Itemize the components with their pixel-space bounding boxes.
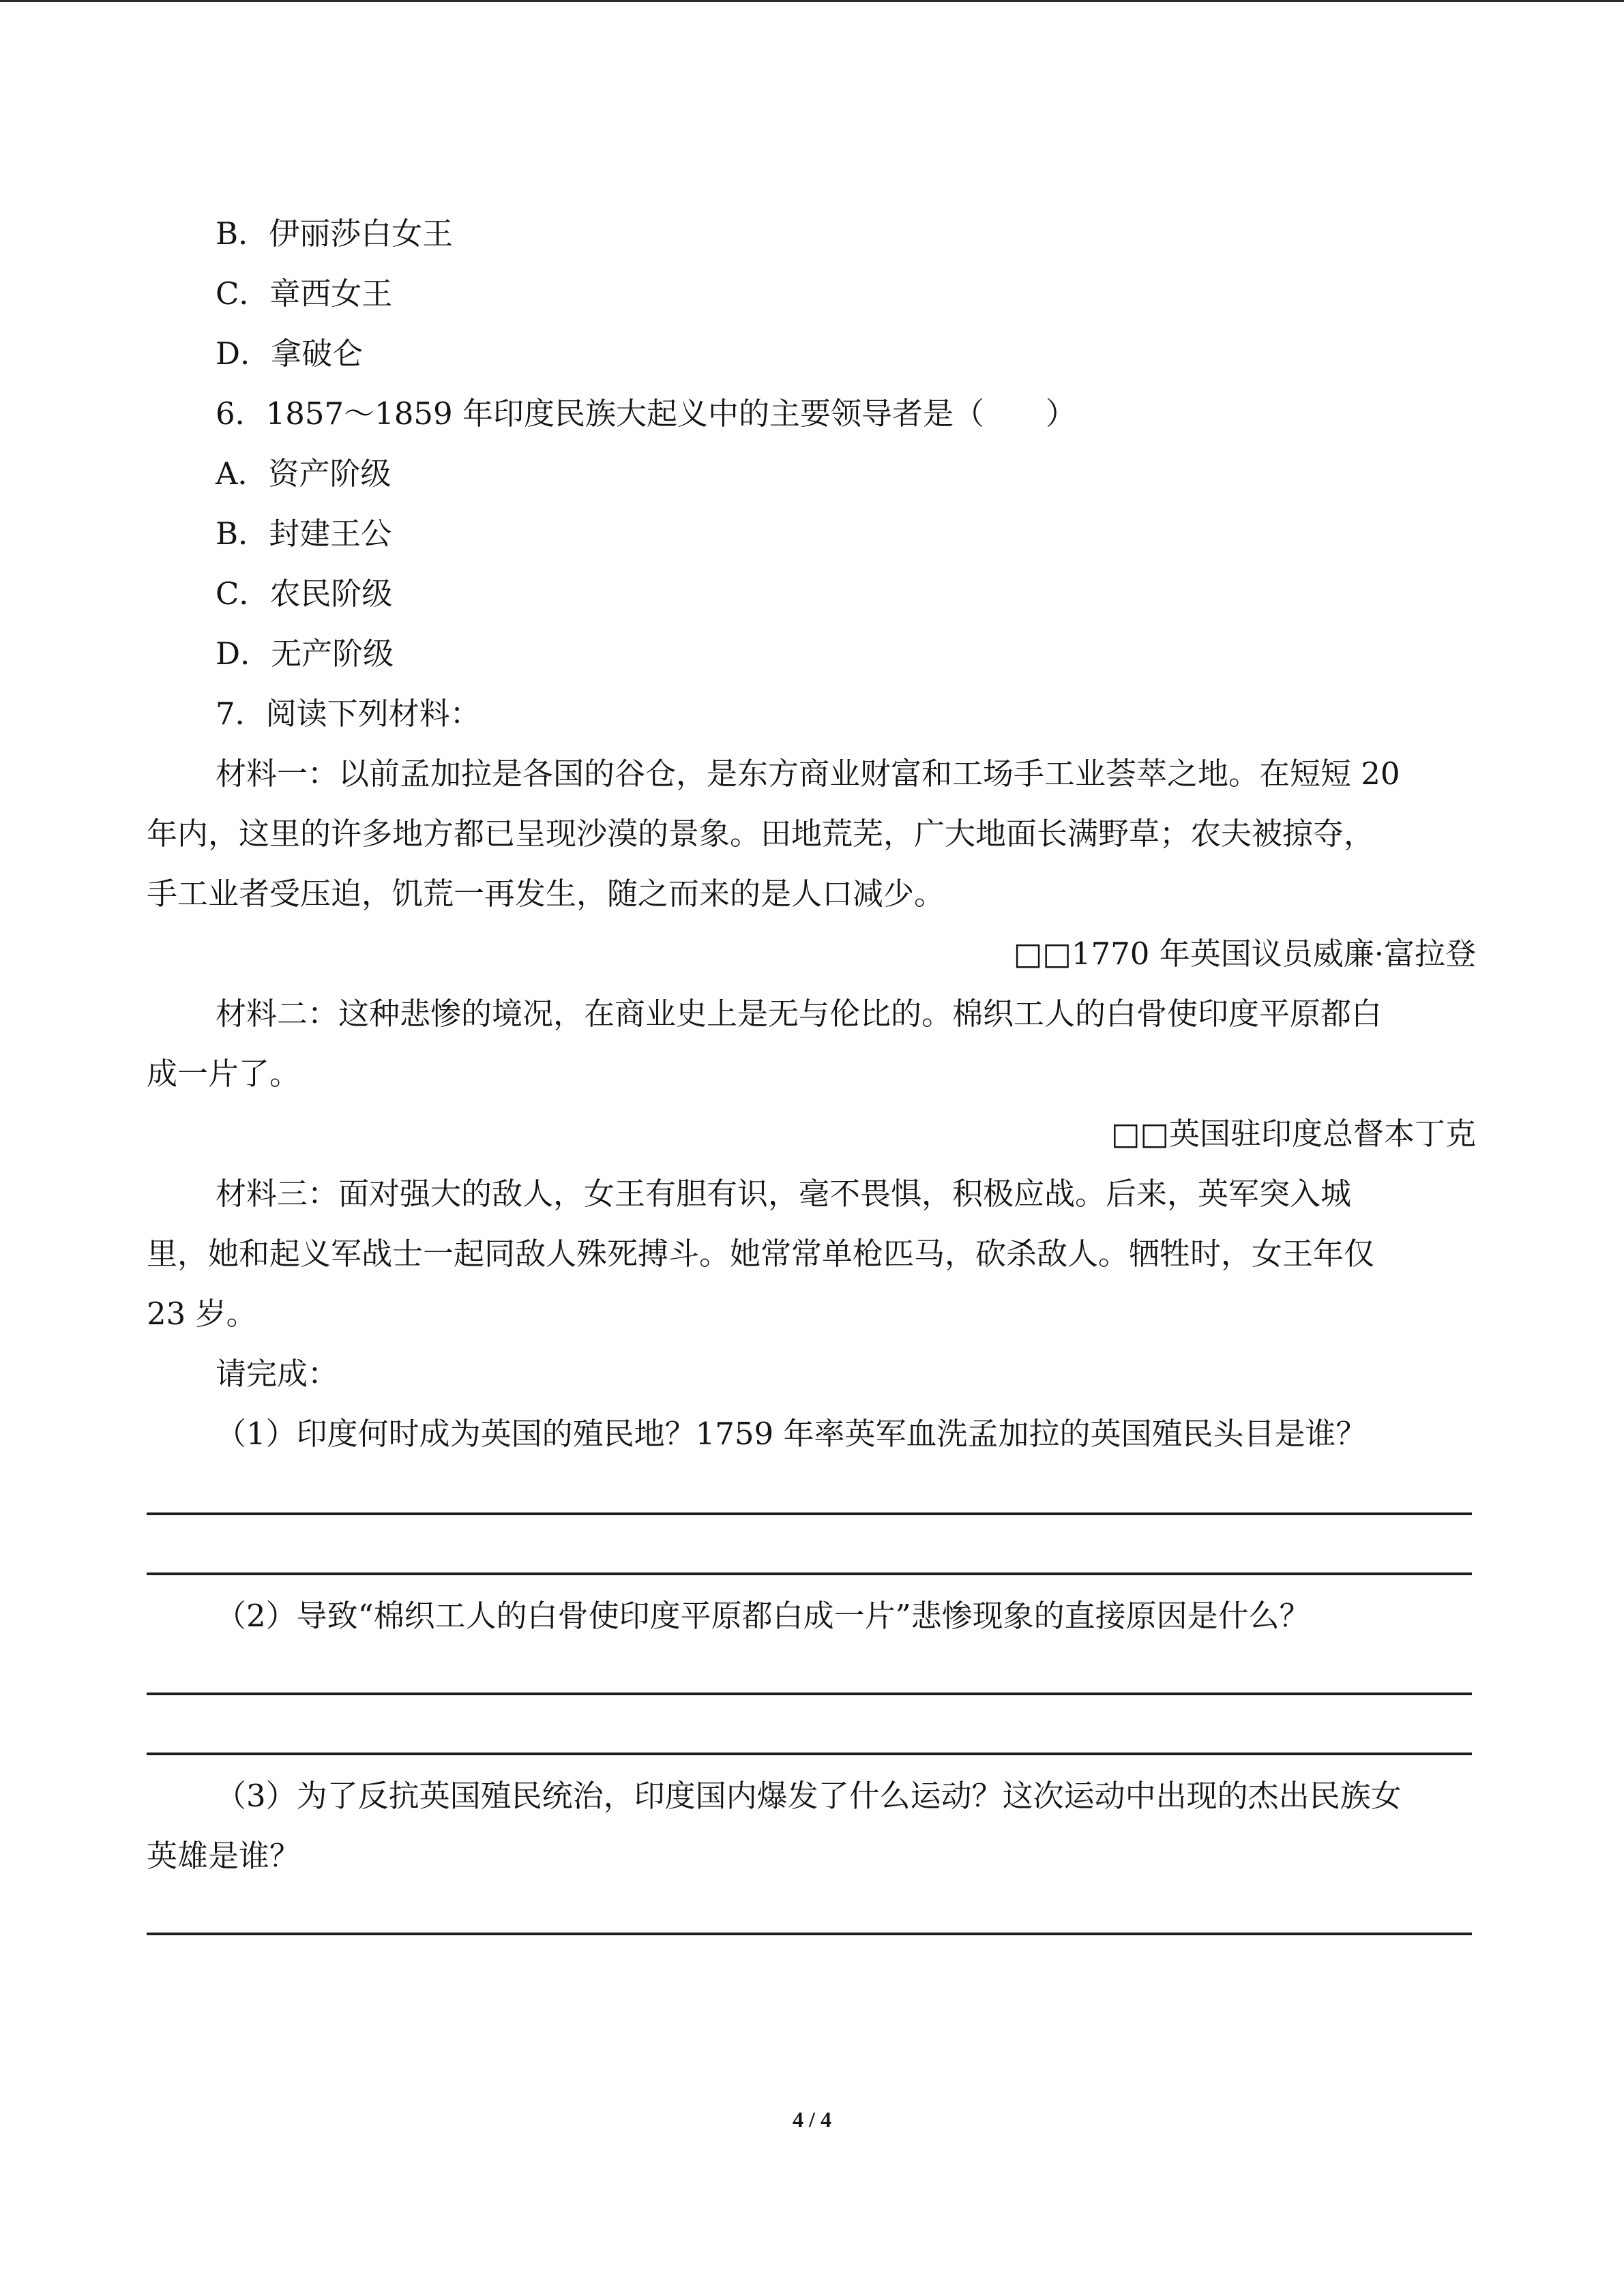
material2-source: □□英国驻印度总督本丁克	[1110, 1116, 1476, 1152]
question-content	[0, 204, 1624, 1464]
material3-line: 23 岁。	[147, 1296, 257, 1332]
q6-stem: 6．1857～1859 年印度民族大起义中的主要领导者是（ ）	[216, 396, 1076, 432]
q7-stem: 7．阅读下列材料：	[216, 696, 481, 732]
material2-line: 材料二：这种悲惨的境况，在商业史上是无与伦比的。棉织工人的白骨使印度平原都白	[216, 996, 1383, 1032]
subquestion-2: （2）导致“棉织工人的白骨使印度平原都白成一片”悲惨现象的直接原因是什么？	[216, 1598, 1310, 1634]
q7-prompt: 请完成：	[216, 1356, 339, 1392]
answer-line	[147, 1512, 1472, 1515]
subquestion-3-continued: 英雄是谁？	[147, 1838, 301, 1874]
answer-line	[147, 1753, 1472, 1755]
subquestion-3-block	[0, 1766, 1624, 1886]
material1-source: □□1770 年英国议员威廉·富拉登	[1013, 936, 1476, 972]
q5-option-d: D．拿破仑	[216, 336, 364, 372]
material1-line: 年内，这里的许多地方都已呈现沙漠的景象。田地荒芜，广大地面长满野草；农夫被掠夺，	[147, 816, 1375, 852]
material1-line: 材料一：以前孟加拉是各国的谷仓，是东方商业财富和工场手工业荟萃之地。在短短 20	[216, 756, 1400, 792]
material3-line: 里，她和起义军战士一起同敌人殊死搏斗。她常常单枪匹马，砍杀敌人。牺牲时，女王年仅	[147, 1236, 1375, 1272]
answer-line	[147, 1933, 1472, 1935]
q6-option-d: D．无产阶级	[216, 636, 394, 672]
answer-line	[147, 1693, 1472, 1695]
material2-line: 成一片了。	[147, 1056, 301, 1092]
answer-line	[147, 1572, 1472, 1575]
page-number: 4 / 4	[793, 2107, 831, 2132]
q6-option-c: C．农民阶级	[216, 576, 393, 612]
material3-line: 材料三：面对强大的敌人，女王有胆有识，毫不畏惧，积极应战。后来，英军突入城	[216, 1176, 1352, 1212]
q6-option-a: A．资产阶级	[216, 456, 392, 492]
subquestion-1: （1）印度何时成为英国的殖民地？1759 年率英军血洗孟加拉的英国殖民头目是谁？	[216, 1416, 1367, 1452]
material1-line: 手工业者受压迫，饥荒一再发生，随之而来的是人口减少。	[147, 876, 945, 912]
page-top-border	[0, 0, 1624, 2]
q5-option-c: C．章西女王	[216, 275, 393, 312]
q5-option-b: B．伊丽莎白女王	[216, 215, 454, 252]
subquestion-2-block	[0, 1586, 1624, 1646]
subquestion-3: （3）为了反抗英国殖民统治，印度国内爆发了什么运动？这次运动中出现的杰出民族女	[216, 1778, 1402, 1814]
q6-option-b: B．封建王公	[216, 516, 392, 552]
